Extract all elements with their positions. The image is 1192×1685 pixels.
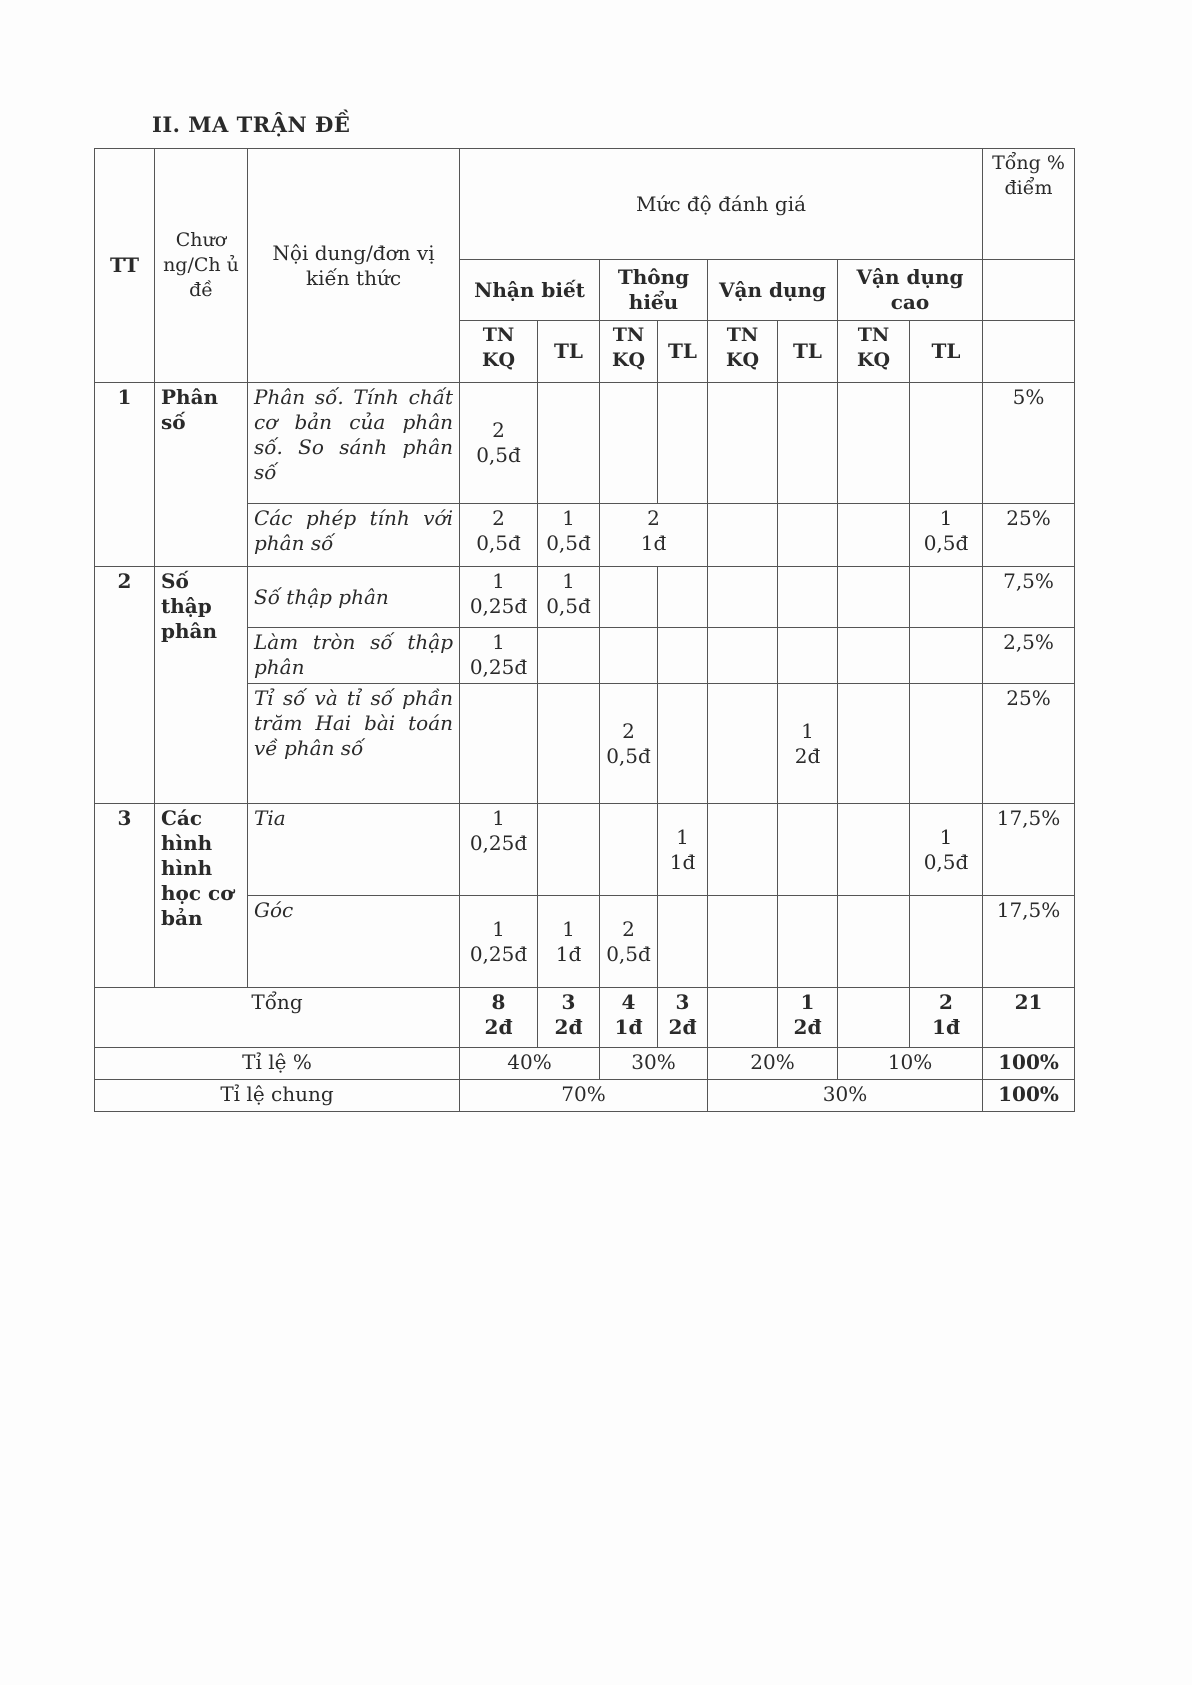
header-tt: TT bbox=[95, 149, 155, 383]
row-pct: 2,5% bbox=[983, 628, 1075, 684]
header-level-nb: Nhận biết bbox=[460, 260, 600, 321]
common-total: 100% bbox=[983, 1080, 1075, 1112]
ratio-total: 100% bbox=[983, 1048, 1075, 1080]
header-level-vd: Vận dụng bbox=[708, 260, 838, 321]
total-nb-tnkq: 8 2đ bbox=[460, 988, 538, 1048]
row-chapter: Số thập phân bbox=[155, 567, 248, 804]
row-tt: 2 bbox=[95, 567, 155, 804]
header-tnkq: TN KQ bbox=[838, 321, 910, 383]
cell-th-tl: 1 1đ bbox=[658, 804, 708, 896]
total-vdc-tl: 2 1đ bbox=[910, 988, 983, 1048]
ratio-nb: 40% bbox=[460, 1048, 600, 1080]
total-th-tl: 3 2đ bbox=[658, 988, 708, 1048]
cell-nb-tl: 1 0,5đ bbox=[538, 504, 600, 567]
cell-nb-tnkq: 2 0,5đ bbox=[460, 383, 538, 504]
row-content: Làm tròn số thập phân bbox=[248, 628, 460, 684]
cell-th-merged: 2 1đ bbox=[600, 504, 708, 567]
total-label: Tổng bbox=[95, 988, 460, 1048]
header-tnkq: TN KQ bbox=[708, 321, 778, 383]
header-chapter: Chươ ng/Ch ủ đề bbox=[155, 149, 248, 383]
header-empty-1 bbox=[983, 260, 1075, 321]
row-content: Góc bbox=[248, 896, 460, 988]
cell-nb-tl: 1 1đ bbox=[538, 896, 600, 988]
ratio-th: 30% bbox=[600, 1048, 708, 1080]
header-tnkq: TN KQ bbox=[460, 321, 538, 383]
total-vd-tl: 1 2đ bbox=[778, 988, 838, 1048]
row-content: Các phép tính với phân số bbox=[248, 504, 460, 567]
row-content: Phân số. Tính chất cơ bản của phân số. So sánh phân số bbox=[248, 383, 460, 504]
cell-vd-tl: 1 2đ bbox=[778, 684, 838, 804]
header-total-pct: Tổng % điểm bbox=[983, 149, 1075, 260]
header-tnkq: TN KQ bbox=[600, 321, 658, 383]
header-tl: TL bbox=[658, 321, 708, 383]
cell-nb-tnkq: 1 0,25đ bbox=[460, 628, 538, 684]
row-pct: 25% bbox=[983, 684, 1075, 804]
section-heading: II. MA TRẬN ĐỀ bbox=[152, 112, 351, 137]
row-tt: 1 bbox=[95, 383, 155, 567]
cell-th-tnkq: 2 0,5đ bbox=[600, 684, 658, 804]
row-pct: 17,5% bbox=[983, 804, 1075, 896]
ratio-label: Tỉ lệ % bbox=[95, 1048, 460, 1080]
common-high: 30% bbox=[708, 1080, 983, 1112]
cell-nb-tnkq: 1 0,25đ bbox=[460, 804, 538, 896]
cell-th-tnkq: 2 0,5đ bbox=[600, 896, 658, 988]
header-tl: TL bbox=[778, 321, 838, 383]
row-pct: 25% bbox=[983, 504, 1075, 567]
row-content: Tia bbox=[248, 804, 460, 896]
common-low: 70% bbox=[460, 1080, 708, 1112]
header-levels: Mức độ đánh giá bbox=[460, 149, 983, 260]
row-chapter: Các hình hình học cơ bản bbox=[155, 804, 248, 988]
total-th-tnkq: 4 1đ bbox=[600, 988, 658, 1048]
total-pct: 21 bbox=[983, 988, 1075, 1048]
row-pct: 5% bbox=[983, 383, 1075, 504]
row-chapter: Phân số bbox=[155, 383, 248, 567]
row-tt: 3 bbox=[95, 804, 155, 988]
cell-vdc-tl: 1 0,5đ bbox=[910, 804, 983, 896]
common-label: Tỉ lệ chung bbox=[95, 1080, 460, 1112]
cell-nb-tnkq: 2 0,5đ bbox=[460, 504, 538, 567]
cell-vdc-tl: 1 0,5đ bbox=[910, 504, 983, 567]
cell-nb-tl: 1 0,5đ bbox=[538, 567, 600, 628]
cell-nb-tnkq: 1 0,25đ bbox=[460, 567, 538, 628]
header-level-th: Thông hiểu bbox=[600, 260, 708, 321]
assessment-matrix-table bbox=[94, 148, 1075, 1112]
total-nb-tl: 3 2đ bbox=[538, 988, 600, 1048]
header-tl: TL bbox=[910, 321, 983, 383]
header-tl: TL bbox=[538, 321, 600, 383]
row-content: Số thập phân bbox=[248, 567, 460, 628]
header-empty-2 bbox=[983, 321, 1075, 383]
header-level-vdc: Vận dụng cao bbox=[838, 260, 983, 321]
ratio-vd: 20% bbox=[708, 1048, 838, 1080]
header-content: Nội dung/đơn vị kiến thức bbox=[248, 149, 460, 383]
row-pct: 17,5% bbox=[983, 896, 1075, 988]
row-content: Tỉ số và tỉ số phần trăm Hai bài toán về phân số bbox=[248, 684, 460, 804]
cell-nb-tnkq: 1 0,25đ bbox=[460, 896, 538, 988]
row-pct: 7,5% bbox=[983, 567, 1075, 628]
ratio-vdc: 10% bbox=[838, 1048, 983, 1080]
